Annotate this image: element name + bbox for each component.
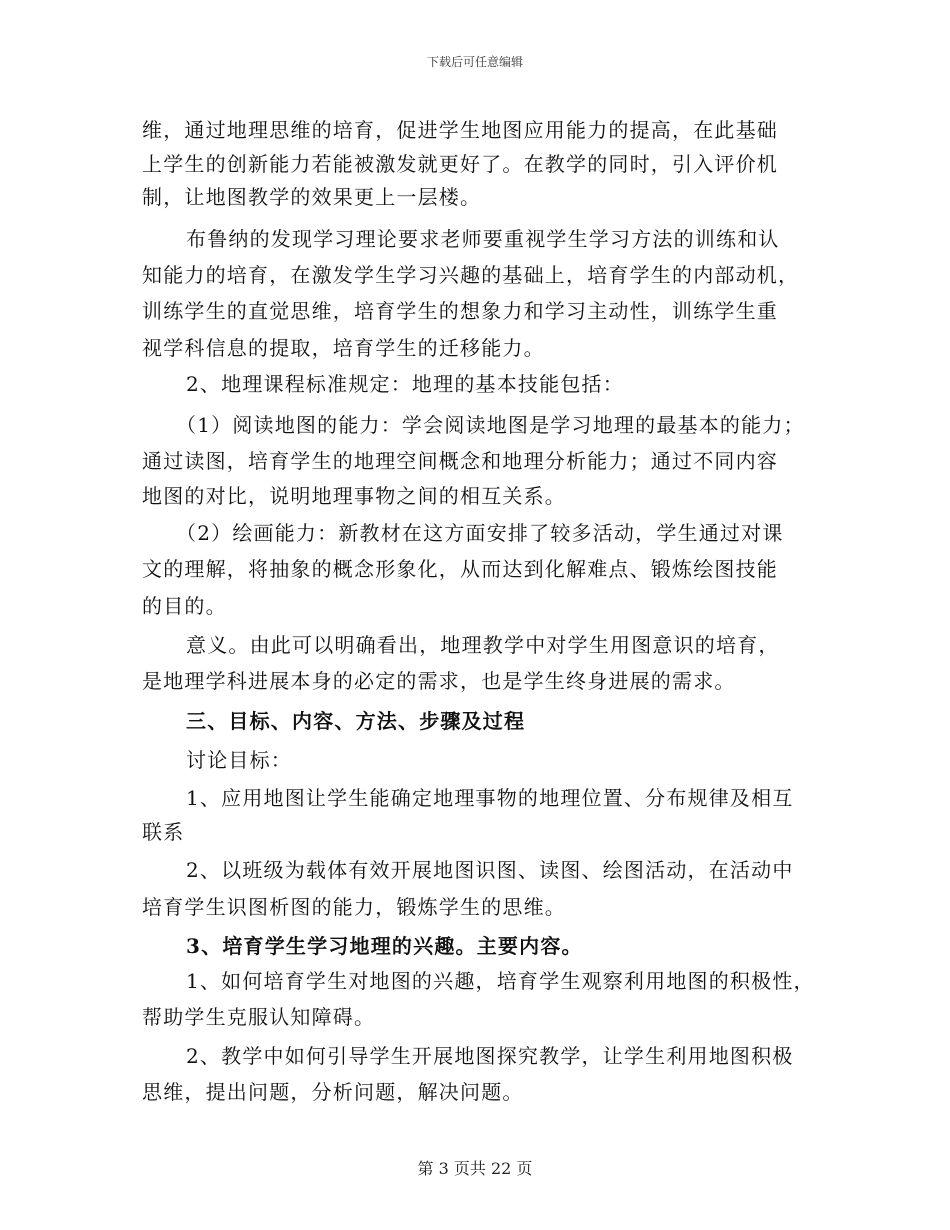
page-footer: 第 3 页共 22 页 (417, 1159, 533, 1178)
text-line: 联系 (142, 820, 185, 844)
paragraph-start: 2、教学中如何引导学生开展地图探究教学，让学生利用地图积极 (186, 1044, 794, 1068)
text-line: 的目的。 (142, 594, 227, 618)
text-line: 知能力的培育，在激发学生学习兴趣的基础上，培育学生的内部动机， (142, 263, 800, 287)
text-line: 思维，提出问题，分析问题，解决问题。 (142, 1080, 524, 1104)
text-line: 是地理学科进展本身的必定的需求，也是学生终身进展的需求。 (142, 669, 736, 693)
text-line: 帮助学生克服认知障碍。 (142, 1005, 376, 1029)
paragraph-start: （1）阅读地图的能力：学会阅读地图是学习地理的最基本的能力； (176, 413, 805, 437)
text-line: 维，通过地理思维的培育，促进学生地图应用能力的提高，在此基础 (142, 118, 778, 142)
text-line: 培育学生识图析图的能力，锻炼学生的思维。 (142, 895, 566, 919)
text-line: 文的理解，将抽象的概念形象化，从而达到化解难点、锻炼绘图技能 (142, 557, 778, 581)
text-line: 制，让地图教学的效果更上一层楼。 (142, 185, 482, 209)
page-header: 下载后可任意编辑 (426, 55, 523, 69)
paragraph-start: 1、应用地图让学生能确定地理事物的地理位置、分布规律及相互 (186, 786, 794, 810)
paragraph-start: 讨论目标： (186, 748, 292, 772)
paragraph-start: 2、地理课程标准规定：地理的基本技能包括： (186, 372, 624, 396)
paragraph-start: 意义。由此可以明确看出，地理教学中对学生用图意识的培育， (186, 633, 780, 657)
paragraph-start: 布鲁纳的发现学习理论要求老师要重视学生学习方法的训练和认 (186, 227, 780, 251)
text-line: 地图的对比，说明地理事物之间的相互关系。 (142, 484, 566, 508)
text-line: 上学生的创新能力若能被激发就更好了。在教学的同时，引入评价机 (142, 152, 778, 176)
text-line: 通过读图，培育学生的地理空间概念和地理分析能力；通过不同内容 (142, 449, 778, 473)
text-line: 训练学生的直觉思维，培育学生的想象力和学习主动性，训练学生重 (142, 299, 778, 323)
bold-paragraph: 3、培育学生学习地理的兴趣。主要内容。 (186, 934, 583, 958)
section-heading: 三、目标、内容、方法、步骤及过程 (186, 709, 526, 733)
paragraph-start: 2、以班级为载体有效开展地图识图、读图、绘图活动，在活动中 (186, 858, 794, 882)
text-line: 视学科信息的提取，培育学生的迁移能力。 (142, 336, 545, 360)
paragraph-start: （2）绘画能力：新教材在这方面安排了较多活动，学生通过对课 (176, 521, 784, 545)
paragraph-start: 1、如何培育学生对地图的兴趣，培育学生观察利用地图的积极性， (186, 969, 815, 993)
